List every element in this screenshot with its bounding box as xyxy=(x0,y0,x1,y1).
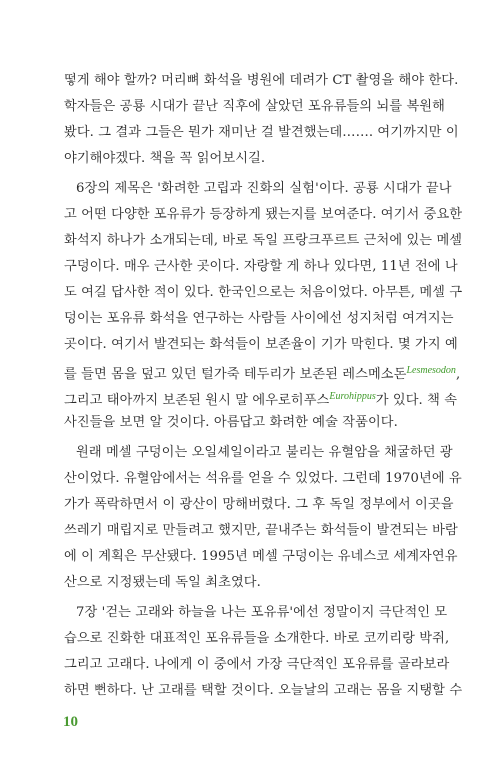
paragraph-first-line: 6장의 제목은 '화려한 고립과 진화의 실험'이다. 공룡 시대가 끝나 xyxy=(76,181,452,196)
text-line: 덩이는 포유류 화석을 연구하는 사람들 사이에선 성지처럼 여겨지는 xyxy=(64,311,454,326)
text-line: 도 여길 답사한 적이 있다. 한국인으로는 처음이었다. 아무튼, 메셀 구 xyxy=(64,285,463,300)
text-line: 그리고 고래다. 나에게 이 중에서 가장 극단적인 포유류를 골라보라 xyxy=(64,657,450,672)
paragraph-first-line: 7장 '걷는 고래와 하늘을 나는 포유류'에선 정말이지 극단적인 모 xyxy=(76,605,448,620)
text-line-with-latin-name xyxy=(64,384,458,410)
paragraph-first-line: 원래 메셀 구덩이는 오일셰일이라고 불리는 유혈암을 채굴하던 광 xyxy=(76,445,453,460)
text-line: 사진들을 보면 알 것이다. 아름답고 화려한 예술 작품이다. xyxy=(64,415,398,430)
page-number: 10 xyxy=(63,714,78,730)
text-line: 야기해야겠다. 책을 꼭 읽어보시길. xyxy=(64,151,266,166)
text-line-with-latin-name xyxy=(64,358,461,384)
text-line: 떻게 해야 할까? 머리뼈 화석을 병원에 데려가 CT 촬영을 해야 한다. xyxy=(64,73,459,88)
text-line: 가가 폭락하면서 이 광산이 망해버렸다. 그 후 독일 정부에서 이곳을 xyxy=(64,497,454,512)
line-text-after: , xyxy=(455,367,461,382)
text-line: 습으로 진화한 대표적인 포유류들을 소개한다. 바로 코끼리랑 박쥐, xyxy=(64,631,450,646)
line-text-before: 그리고 태아까지 보존된 원시 말 에우로히푸스 xyxy=(64,393,330,408)
text-line: 학자들은 공룡 시대가 끝난 직후에 살았던 포유류들의 뇌를 복원해 xyxy=(64,99,445,114)
text-line: 에 이 계획은 무산됐다. 1995년 메셀 구덩이는 유네스코 세계자연유 xyxy=(64,549,458,564)
text-line: 고 어떤 다양한 포유류가 등장하게 됐는지를 보여준다. 여기서 중요한 xyxy=(64,207,463,222)
text-line: 산으로 지정됐는데 독일 최초였다. xyxy=(64,575,261,590)
text-line: 봤다. 그 결과 그들은 뭔가 재미난 걸 발견했는데……. 여기까지만 이 xyxy=(64,125,459,140)
text-line: 산이었다. 유혈암에서는 석유를 얻을 수 있었다. 그런데 1970년에 유 xyxy=(64,471,462,486)
text-line: 화석지 하나가 소개되는데, 바로 독일 프랑크푸르트 근처에 있는 메셀 xyxy=(64,233,463,248)
line-text-before: 를 들면 몸을 덮고 있던 털가죽 테두리가 보존된 레스메소돈 xyxy=(64,367,407,382)
text-line: 구덩이다. 매우 근사한 곳이다. 자랑할 게 하나 있다면, 11년 전에 나 xyxy=(64,259,458,274)
text-line: 쓰레기 매립지로 만들려고 했지만, 끝내주는 화석들이 발견되는 바람 xyxy=(64,523,458,538)
line-text-after: 가 있다. 책 속 xyxy=(375,393,458,408)
latin-name-eurohippus: Eurohippus xyxy=(329,391,376,402)
text-line: 하면 뻔하다. 난 고래를 택할 것이다. 오늘날의 고래는 몸을 지탱할 수 xyxy=(64,683,463,698)
text-line: 곳이다. 여기서 발견되는 화석들이 보존율이 기가 막힌다. 몇 가지 예 xyxy=(64,337,458,352)
latin-name-lesmesodon: Lesmesodon xyxy=(406,365,456,376)
